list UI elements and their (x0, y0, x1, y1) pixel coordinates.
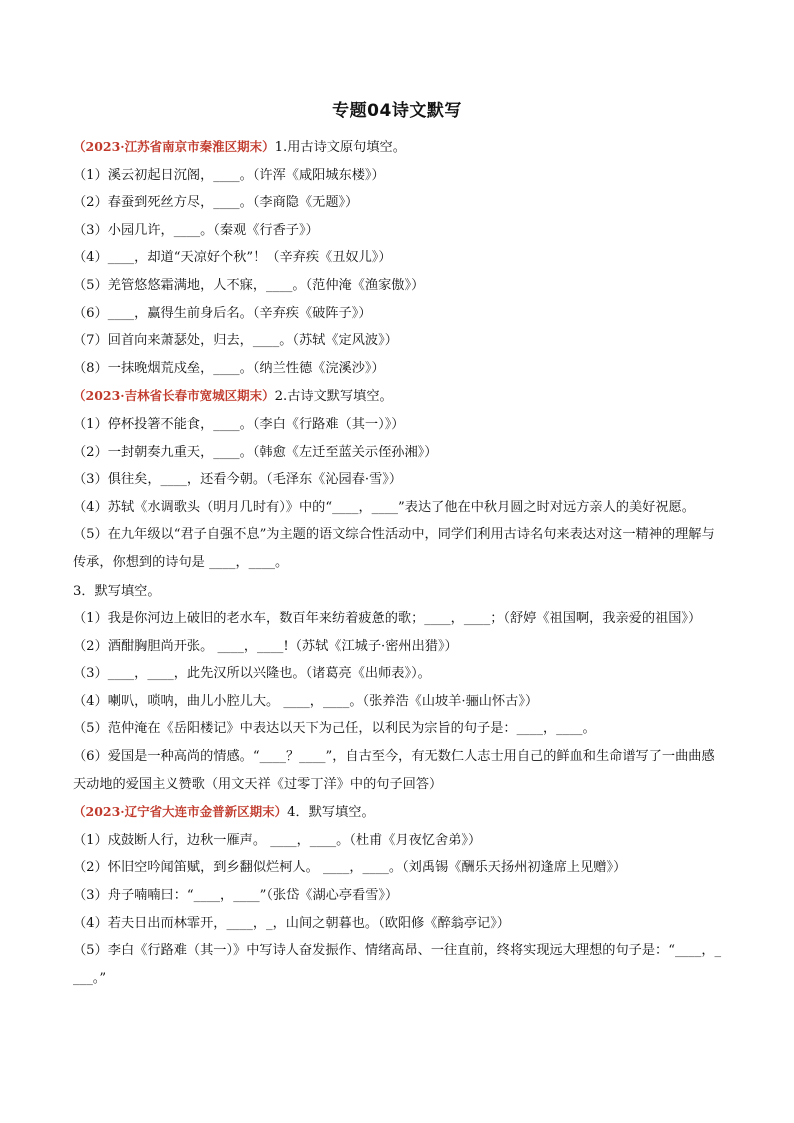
question-heading: （2023·江苏省南京市秦淮区期末）1.用古诗文原句填空。 (73, 139, 406, 155)
question-line: （3）舟子喃喃曰：“____，____”（张岱《湖心亭看雪》） (73, 888, 399, 904)
question-line: （5）范仲淹在《岳阳楼记》中表达以天下为己任，以利民为宗旨的句子是：____，____。 (73, 721, 596, 737)
question-heading: 3．默写填空。 (73, 583, 161, 599)
question-line: （5）李白《行路难（其一）》中写诗人奋发振作、情绪高昂、一往直前，终将实现远大理想的句子是：“____，____。” (73, 943, 722, 986)
question-line: （4）喇叭，唢呐，曲儿小腔儿大。 ____，____。（张养浩《山坡羊·骊山怀古》） (73, 693, 539, 709)
question-line: （2）酒酣胸胆尚开张。 ____，____!（苏轼《江城子·密州出猎》） (73, 638, 458, 654)
question-line: （4）____，却道“天凉好个秋”！（辛弃疾《丑奴儿》） (73, 250, 392, 266)
question-heading: （2023·辽宁省大连市金普新区期末）4．默写填空。 (73, 804, 375, 821)
question-line: （3）小园几许，____。（秦观《行香子》） (73, 222, 319, 238)
question-line: （5）羌管悠悠霜满地，人不寐，____。（范仲淹《渔家傲》） (73, 277, 425, 293)
question-line: （2）一封朝奏九重天，____。（韩愈《左迁至蓝关示侄孙湘》） (73, 444, 438, 460)
question-heading: （2023·吉林省长春市宽城区期末）2.古诗文默写填空。 (73, 388, 393, 405)
question-line: （1）溪云初起日沉阁，____。（许浑《咸阳城东楼》） (73, 167, 385, 183)
question-line: （4）苏轼《水调歌头（明月几时有）》中的“____，____”表达了他在中秋月圆之时对远方亲人的美好祝愿。 (73, 499, 695, 515)
question-line: （5）在九年级以“君子自强不息”为主题的语文综合性活动中，同学们利用古诗名句来表达对这一精神的理解与传承，你想到的诗句是 ____，____。 (73, 527, 715, 570)
page-title: 专题04诗文默写 (332, 101, 462, 121)
question-line: （4）若夫日出而林霏开，____，_，山间之朝暮也。（欧阳修《醉翁亭记》） (73, 915, 510, 931)
question-line: （3）俱往矣，____，还看今朝。（毛泽东《沁园春·雪》） (73, 472, 403, 488)
question-source: （2023·江苏省南京市秦淮区期末） (73, 139, 275, 154)
question-line: （6）爱国是一种高尚的情感。“____？____”，自古至今，有无数仁人志士用自己的鲜血和生命谱写了一曲曲感天动地的爱国主义赞歌（用文天祥《过零丁洋》中的句子回答） (73, 749, 715, 792)
question-source: （2023·吉林省长春市宽城区期末） (73, 388, 275, 404)
question-line: （7）回首向来萧瑟处，归去，____。（苏轼《定风波》） (73, 333, 398, 349)
question-line: （2）春蚕到死丝方尽，____。（李商隐《无题》） (73, 195, 359, 211)
content (73, 133, 723, 992)
question-line: （1）停杯投箸不能食，____。（李白《行路难（其一）》） (73, 416, 405, 432)
question-line: （3）____，____，此先汉所以兴隆也。（诸葛亮《出师表》）。 (73, 666, 431, 682)
question-line: （2）怀旧空吟闻笛赋，到乡翻似烂柯人。 ____，____。（刘禹锡《酬乐天扬州初逢席上见赠》） (73, 860, 627, 876)
question-line: （1）我是你河边上破旧的老水车，数百年来纺着疲惫的歌；____，____；（舒婷《祖国啊，我亲爱的祖国》） (73, 611, 702, 627)
question-line: （1）戍鼓断人行，边秋一雁声。 ____，____。（杜甫《月夜忆舍弟》） (73, 832, 482, 848)
question-line: （6）____，赢得生前身后名。（辛弃疾《破阵子》） (73, 305, 372, 321)
question-line: （8）一抹晚烟荒戍垒，____。（纳兰性德《浣溪沙》） (73, 360, 385, 376)
question-source: （2023·辽宁省大连市金普新区期末） (73, 804, 288, 820)
